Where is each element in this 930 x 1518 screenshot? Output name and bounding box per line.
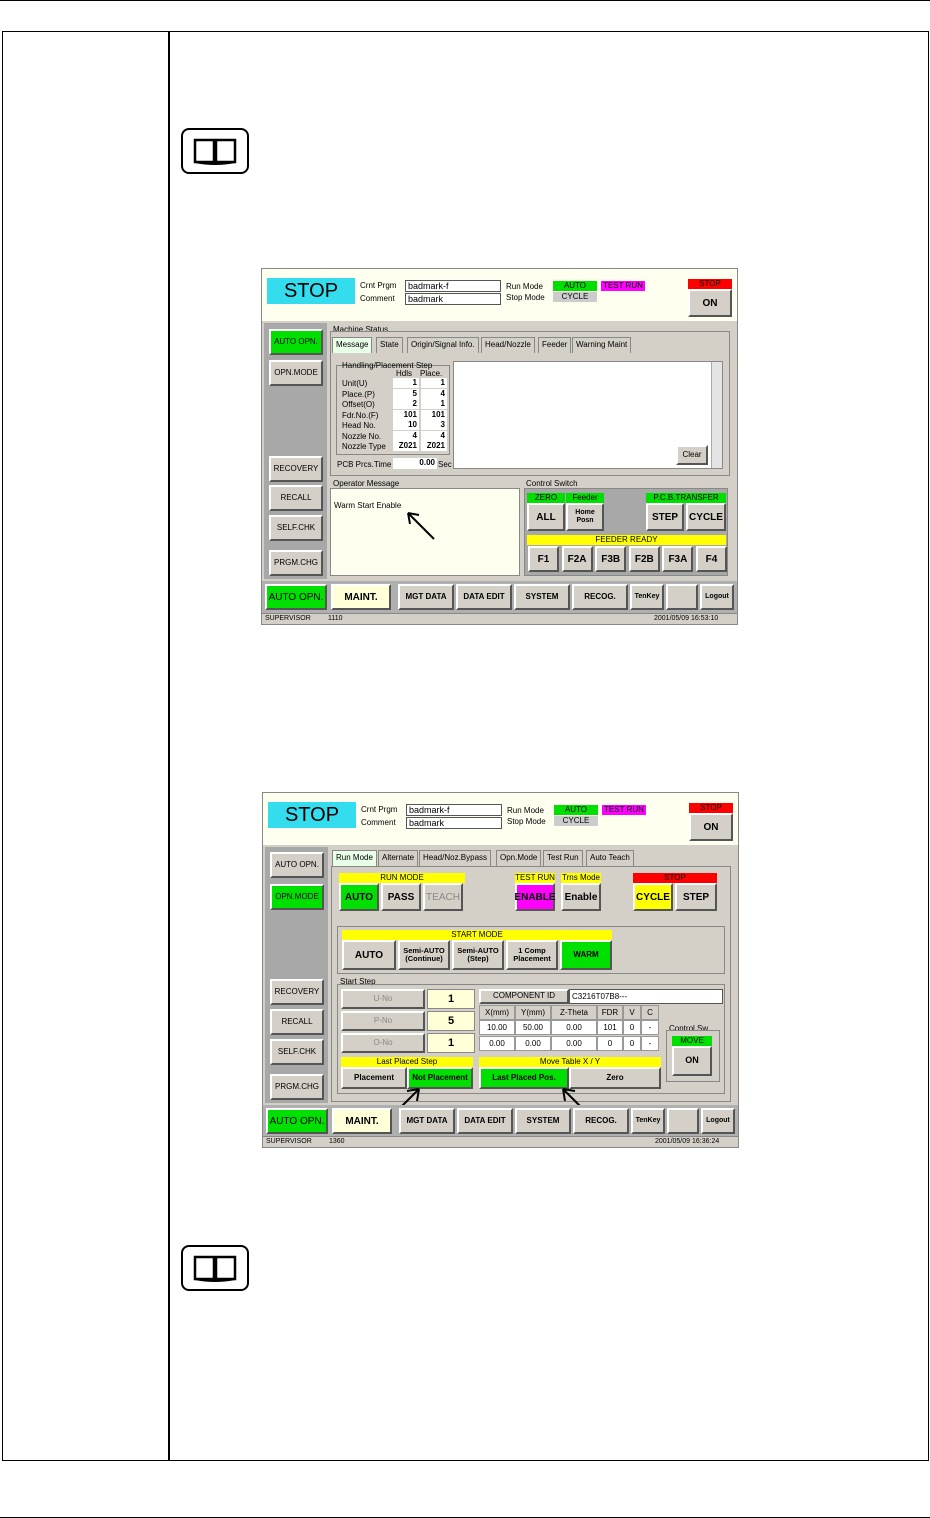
cycle-button[interactable]: CYCLE [686, 503, 726, 531]
cycle-button[interactable]: CYCLE [633, 883, 673, 911]
component-id-field: C3216T07B8--- [569, 989, 723, 1004]
run-mode-title: RUN MODE [339, 873, 465, 883]
logout-button[interactable]: Logout [701, 1108, 735, 1134]
step-title: Handling/Placement Step [342, 361, 433, 370]
stop-tag: STOP [688, 279, 732, 289]
operator-message-title: Operator Message [333, 479, 400, 488]
tab-run-mode[interactable]: Run Mode [332, 850, 377, 866]
table-cell: 101 [597, 1020, 623, 1035]
tab-message[interactable]: Message [332, 337, 372, 353]
test-run-title: TEST RUN [515, 873, 555, 882]
start-step-title: Start Step [340, 977, 376, 986]
not-placement-button[interactable]: Not Placement [407, 1067, 473, 1089]
step-row-place: 3 [421, 420, 447, 430]
tenkey-button[interactable]: TenKey [631, 1108, 665, 1134]
column-divider [168, 31, 170, 1461]
trns-enable-button[interactable]: Enable [561, 883, 601, 911]
table-cell: 0.00 [551, 1036, 597, 1051]
pcb-transfer-tag: P.C.B.TRANSFER [646, 493, 726, 503]
recog-button[interactable]: RECOG. [572, 584, 628, 610]
comment-label: Comment [360, 294, 395, 303]
prgm-chg-button[interactable]: PRGM.CHG [269, 550, 323, 576]
opn-mode-button[interactable]: OPN.MODE [269, 360, 323, 386]
mgt-data-button[interactable]: MGT DATA [399, 1108, 455, 1134]
stop-mode-label: Stop Mode [507, 817, 546, 826]
control-switch-title: Control Switch [526, 479, 578, 488]
step-row-hdls: 5 [393, 389, 419, 399]
disabled-button [667, 1108, 699, 1134]
feeder-button[interactable]: F1 [528, 546, 559, 572]
step-row-hdls: 1 [393, 378, 419, 388]
step-row-label: Offset(O) [342, 400, 375, 409]
p-no-value[interactable]: 5 [427, 1011, 475, 1031]
status-code: 1360 [329, 1138, 345, 1145]
move-table-title: Move Table X / Y [479, 1057, 661, 1067]
system-button[interactable]: SYSTEM [514, 584, 570, 610]
status-indicator: STOP [268, 802, 356, 828]
auto-opn-bottom-button[interactable]: AUTO OPN. [265, 584, 327, 610]
operator-message-text: Warm Start Enable [334, 501, 402, 510]
feeder-button[interactable]: F3A [662, 546, 693, 572]
page-frame [2, 31, 929, 1461]
self-chk-button[interactable]: SELF.CHK [269, 515, 323, 541]
sm-warm-button[interactable]: WARM [560, 940, 612, 970]
move-on-button[interactable]: ON [672, 1046, 712, 1076]
feeder-button[interactable]: F2A [562, 546, 593, 572]
tab-head-noz-bypass[interactable]: Head/Noz.Bypass [419, 850, 491, 866]
manual-book-icon [181, 1245, 249, 1291]
move-tag: MOVE [672, 1036, 712, 1046]
message-scrollbar[interactable] [711, 362, 722, 468]
data-edit-button[interactable]: DATA EDIT [456, 584, 512, 610]
start-mode-title: START MODE [342, 930, 612, 940]
stop-tag: STOP [689, 803, 733, 813]
step-row-hdls: 10 [393, 420, 419, 430]
p-no-label: P-No [341, 1011, 425, 1031]
u-no-value[interactable]: 1 [427, 989, 475, 1009]
maint-button[interactable]: MAINT. [331, 584, 391, 610]
table-cell: 0.00 [515, 1036, 551, 1051]
screenshot-machine-status [261, 268, 738, 625]
step-row-label: Nozzle Type [342, 442, 386, 451]
teach-button[interactable]: TEACH [423, 883, 463, 911]
tab-alternate[interactable]: Alternate [378, 850, 418, 866]
feeder-button[interactable]: F3B [595, 546, 626, 572]
pass-button[interactable]: PASS [381, 883, 421, 911]
run-mode-label: Run Mode [506, 282, 543, 291]
tab-warning-maint[interactable]: Warning Maint [572, 337, 631, 353]
table-cell: - [641, 1020, 659, 1035]
crnt-prgm-field: badmark-f [405, 280, 501, 292]
step-row-hdls: Z021 [393, 441, 419, 451]
step-row-place: 1 [421, 378, 447, 388]
pcb-time-label: PCB Prcs.Time [337, 460, 392, 469]
run-mode-badge: AUTO [554, 805, 598, 815]
step-button[interactable]: STEP [646, 503, 684, 531]
auto-opn-button[interactable]: AUTO OPN. [269, 329, 323, 355]
zero-button[interactable]: Zero [569, 1067, 661, 1089]
auto-opn-button[interactable]: AUTO OPN. [270, 852, 324, 878]
o-no-value[interactable]: 1 [427, 1033, 475, 1053]
tab-test-run[interactable]: Test Run [543, 850, 583, 866]
tab-opn-mode[interactable]: Opn.Mode [496, 850, 541, 866]
logout-button[interactable]: Logout [700, 584, 734, 610]
on-button[interactable]: ON [689, 813, 733, 841]
screenshot-run-mode [262, 792, 739, 1148]
last-placed-step-title: Last Placed Step [341, 1057, 473, 1067]
status-user: SUPERVISOR [265, 615, 311, 622]
step-row-label: Fdr.No.(F) [342, 410, 379, 420]
component-id-label: COMPONENT ID [479, 989, 569, 1004]
table-cell: 0 [623, 1020, 641, 1035]
all-button[interactable]: ALL [527, 503, 565, 531]
table-cell: 0 [597, 1036, 623, 1051]
crnt-prgm-label: Crnt Prgm [361, 805, 398, 814]
run-mode-label: Run Mode [507, 806, 544, 815]
comment-field: badmark [406, 817, 502, 829]
arrow-pointer-icon [404, 509, 438, 541]
step-row-hdls: 101 [393, 410, 419, 420]
sm-1comp-button[interactable]: 1 Comp Placement [506, 940, 558, 970]
step-row-label: Head No. [342, 421, 376, 430]
tab-origin-signal[interactable]: Origin/Signal Info. [407, 337, 479, 353]
comment-field: badmark [405, 293, 501, 305]
tab-feeder[interactable]: Feeder [538, 337, 571, 353]
table-header: Y(mm) [515, 1005, 551, 1020]
stop-title: STOP [633, 873, 717, 883]
recog-button[interactable]: RECOG. [573, 1108, 629, 1134]
status-code: 1110 [328, 615, 343, 622]
table-header: X(mm) [479, 1005, 515, 1020]
tab-state[interactable]: State [376, 337, 403, 353]
sm-auto-button[interactable]: AUTO [342, 940, 396, 970]
table-cell: - [641, 1036, 659, 1051]
step-row-place: 4 [421, 431, 447, 441]
run-mode-badge: AUTO [553, 281, 597, 291]
pcb-time-unit: Sec [438, 460, 452, 469]
enable-button[interactable]: ENABLE [515, 883, 555, 911]
step-row-place: 101 [421, 410, 447, 420]
pcb-time-value: 0.00 [393, 458, 437, 469]
zero-tag: ZERO [527, 493, 565, 503]
table-cell: 0.00 [551, 1020, 597, 1035]
home-posn-button[interactable]: Home Posn [566, 503, 604, 531]
status-user: SUPERVISOR [266, 1138, 312, 1145]
status-indicator: STOP [267, 278, 355, 304]
feeder-ready-tag: FEEDER READY [527, 535, 726, 545]
col-hdls: Hdls [396, 369, 413, 378]
o-no-label: O-No [341, 1033, 425, 1053]
recall-button[interactable]: RECALL [269, 485, 323, 511]
system-button[interactable]: SYSTEM [515, 1108, 571, 1134]
test-run-badge: TEST RUN [601, 281, 645, 291]
machine-status-title: Machine Status [333, 325, 389, 334]
step-row-place: Z021 [421, 441, 447, 451]
status-time: 2001/05/09 16:53:10 [654, 615, 719, 622]
clear-button[interactable]: Clear [676, 445, 708, 465]
test-run-badge: TEST RUN [602, 805, 646, 815]
tenkey-button[interactable]: TenKey [630, 584, 664, 610]
table-header: V [623, 1005, 641, 1020]
maint-button[interactable]: MAINT. [332, 1108, 392, 1134]
tab-head-nozzle[interactable]: Head/Nozzle [481, 337, 535, 353]
prgm-chg-button[interactable]: PRGM.CHG [270, 1074, 324, 1100]
trns-mode-title: Trns Mode [562, 873, 600, 882]
step-row-hdls: 2 [393, 399, 419, 409]
step-row-place: 1 [421, 399, 447, 409]
col-place: Place. [420, 369, 443, 378]
step-row-label: Place.(P) [342, 389, 375, 399]
table-cell: 50.00 [515, 1020, 551, 1035]
crnt-prgm-label: Crnt Prgm [360, 281, 397, 290]
feeder-button[interactable]: F2B [629, 546, 660, 572]
manual-book-icon [181, 128, 249, 174]
placement-button[interactable]: Placement [341, 1067, 407, 1089]
comment-label: Comment [361, 818, 396, 827]
stop-mode-label: Stop Mode [506, 293, 545, 302]
last-placed-pos-button[interactable]: Last Placed Pos. [479, 1067, 569, 1089]
step-row-label: Nozzle No. [342, 431, 382, 441]
status-time: 2001/05/09 16:36:24 [655, 1138, 720, 1145]
stop-mode-badge: CYCLE [554, 816, 598, 826]
recovery-button[interactable]: RECOVERY [270, 979, 324, 1005]
sm-semi-step-button[interactable]: Semi-AUTO (Step) [452, 940, 504, 970]
control-sw-title: Control Sw [669, 1024, 709, 1033]
table-header: FDR [597, 1005, 623, 1020]
opn-mode-button[interactable]: OPN.MODE [270, 884, 324, 910]
step-row-label: Unit(U) [342, 379, 368, 388]
crnt-prgm-field: badmark-f [406, 804, 502, 816]
step-row-place: 4 [421, 389, 447, 399]
feeder-button[interactable]: F4 [696, 546, 727, 572]
table-header: Z-Theta [551, 1005, 597, 1020]
tab-auto-teach[interactable]: Auto Teach [586, 850, 634, 866]
table-cell: 10.00 [479, 1020, 515, 1035]
mgt-data-button[interactable]: MGT DATA [398, 584, 454, 610]
top-rule [0, 0, 930, 1]
recall-button[interactable]: RECALL [270, 1009, 324, 1035]
table-cell: 0.00 [479, 1036, 515, 1051]
data-edit-button[interactable]: DATA EDIT [457, 1108, 513, 1134]
sm-semi-continue-button[interactable]: Semi-AUTO (Continue) [398, 940, 450, 970]
disabled-button [666, 584, 698, 610]
table-cell: 0 [623, 1036, 641, 1051]
on-button[interactable]: ON [688, 289, 732, 317]
step-button[interactable]: STEP [675, 883, 717, 911]
feeder-tag: Feeder [566, 493, 604, 503]
stop-mode-badge: CYCLE [553, 292, 597, 302]
table-header: C [641, 1005, 659, 1020]
auto-opn-bottom-button[interactable]: AUTO OPN. [266, 1108, 328, 1134]
recovery-button[interactable]: RECOVERY [269, 456, 323, 482]
step-row-hdls: 4 [393, 431, 419, 441]
u-no-label: U-No [341, 989, 425, 1009]
auto-button[interactable]: AUTO [339, 883, 379, 911]
self-chk-button[interactable]: SELF.CHK [270, 1039, 324, 1065]
